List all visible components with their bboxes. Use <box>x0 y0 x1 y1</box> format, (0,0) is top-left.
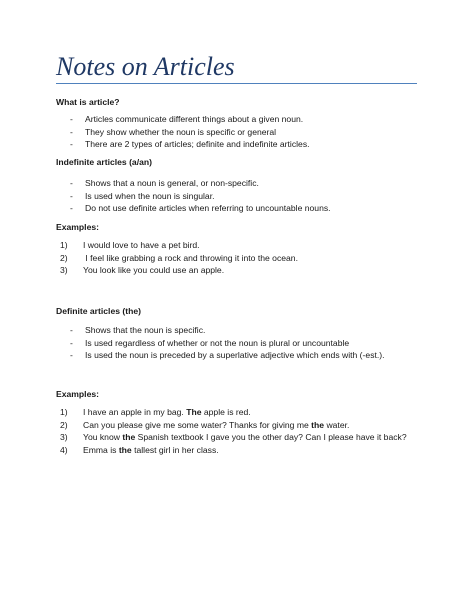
list-item-text: Shows that a noun is general, or non-specific. <box>85 178 259 188</box>
article-emphasis: the <box>122 432 136 442</box>
bullet-marker: - <box>70 325 73 335</box>
bullet-marker: - <box>70 114 73 124</box>
heading-examples-2: Examples: <box>56 389 99 399</box>
title-underline <box>56 83 417 84</box>
heading-examples-1: Examples: <box>56 222 99 232</box>
list-item-text: Articles communicate different things about a given noun. <box>85 114 304 124</box>
list-item-text: I have an apple in my bag. The apple is red. <box>83 407 251 417</box>
heading-what-is-article: What is article? <box>56 97 120 107</box>
bullet-marker: - <box>70 190 73 201</box>
list-item-text: Is used regardless of whether or not the noun is plural or uncountable <box>85 337 350 348</box>
bullet-marker: - <box>70 178 73 188</box>
list-item-text: Shows that the noun is specific. <box>85 325 206 335</box>
list-item-text: Can you please give me some water? Thanks for giving me the water. <box>83 419 350 430</box>
heading-definite-articles: Definite articles (the) <box>56 306 142 316</box>
list-item-text: They show whether the noun is specific or general <box>85 126 277 137</box>
bullet-marker: - <box>70 203 73 213</box>
number-marker: 3) <box>60 265 68 275</box>
list-item-text: Emma is the tallest girl in her class. <box>83 444 219 455</box>
heading-indefinite-articles: Indefinite articles (a/an) <box>56 157 152 167</box>
number-marker: 1) <box>60 407 68 417</box>
number-marker: 3) <box>60 432 68 442</box>
list-item-text: Do not use definite articles when referring to uncountable nouns. <box>85 203 331 213</box>
bullet-marker: - <box>70 337 73 348</box>
number-marker: 4) <box>60 444 68 455</box>
list-item-text: You look like you could use an apple. <box>83 265 225 275</box>
bullet-marker: - <box>70 139 73 149</box>
bullet-marker: - <box>70 350 73 360</box>
list-item-text: Is used the noun is preceded by a superlative adjective which ends with (-est.). <box>85 350 385 360</box>
document-title: Notes on Articles <box>56 52 235 81</box>
number-marker: 1) <box>60 240 68 250</box>
bullet-marker: - <box>70 126 73 137</box>
list-item-text: There are 2 types of articles; definite and indefinite articles. <box>85 139 310 149</box>
list-item-text: You know the Spanish textbook I gave you the other day? Can I please have it back? <box>83 432 407 442</box>
article-emphasis: the <box>311 419 325 430</box>
list-item-text: Is used when the noun is singular. <box>85 190 215 201</box>
article-emphasis: the <box>118 444 132 455</box>
number-marker: 2) <box>60 419 68 430</box>
list-item-text: I would love to have a pet bird. <box>83 240 200 250</box>
article-emphasis: The <box>186 407 202 417</box>
list-item-text: I feel like grabbing a rock and throwing it into the ocean. <box>83 252 298 263</box>
number-marker: 2) <box>60 252 68 263</box>
